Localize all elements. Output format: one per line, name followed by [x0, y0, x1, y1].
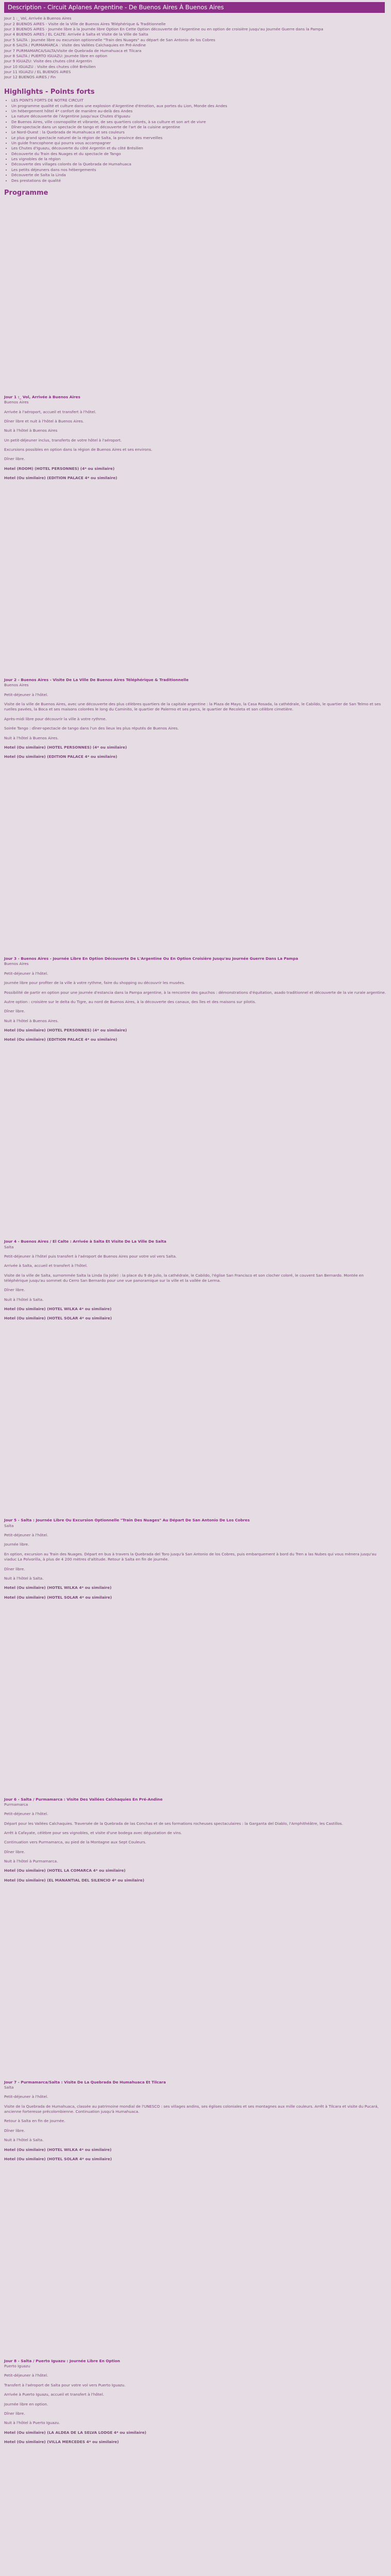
- day-paragraph: Dîner libre.: [4, 1849, 25, 1854]
- day-paragraph: Nuit à l'hôtel à Salta.: [4, 1575, 44, 1581]
- day-paragraph: Départ pour les Vallées Calchaquies. Traversée de la Quebrada de las Conchas et de ses formations rocheuses spectaculaires : la Garganta del Diablo, l'Amphithéâtre, les Castillos.: [4, 1821, 343, 1826]
- day-title: Jour 2 - Buenos Aires - Visite De La Ville De Buenos Aires Téléphérique & Traditionnelle: [4, 677, 189, 682]
- day-paragraph: Arrêt à Cafayate, célèbre pour ses vignobles, et visite d'une bodega avec dégustation de vins.: [4, 1830, 182, 1835]
- highlight-item: • Le plus grand spectacle naturel de la région de Salta, la province des merveilles: [11, 135, 387, 141]
- hotel-line: Hotel (Ou similaire) (HOTEL SOLAR 4* ou similaire): [4, 1595, 112, 1600]
- day-paragraph: Nuit à l'hôtel à Salta.: [4, 1297, 44, 1302]
- summary-line: Jour 7 PURMAMARCA/SALTA/Visite de Quebrada de Humahuaca et Tilcara: [4, 48, 142, 53]
- day-title: Jour 1 :_ Vol, Arrivée à Buenos Aires: [4, 394, 80, 399]
- hotel-line: Hotel (Ou similaire) (HOTEL SOLAR 4* ou similaire): [4, 2156, 112, 2161]
- highlight-item: • Les Chutes d'Iguazu, découverte du côté Argentin et du côté Brésilien: [11, 146, 387, 151]
- summary-line: Jour 5 SALTA : Journée libre ou excursion optionnelle "Train des Nuages" au départ de San Antonio de los Cobres: [4, 37, 216, 42]
- hotel-line: Hotel (Ou similaire) (VILLA MERCEDES 4* ou similaire): [4, 2439, 119, 2444]
- page: [4, 0, 387, 2576]
- day-paragraph: Retour à Salta en fin de journée.: [4, 2119, 66, 2124]
- hotel-line: Hotel (Ou similaire) (HOTEL WILKA 4* ou similaire): [4, 1585, 112, 1590]
- highlight-item: • LES POINTS FORTS DE NOTRE CIRCUIT: [11, 98, 387, 103]
- day-paragraph: Excursions possibles en option dans la région de Buenos Aires et ses environs.: [4, 447, 153, 452]
- highlight-item: • Découverte du Train des Nuages et du spectacle de Tango: [11, 151, 387, 157]
- day-paragraph: Dîner libre.: [4, 2128, 25, 2133]
- hotel-line: Hotel (Ou similaire) (HOTEL WILKA 4* ou similaire): [4, 1307, 112, 1312]
- day-paragraph: Arrivée à l'aéroport, accueil et transfert à l'hôtel.: [4, 409, 96, 414]
- hotel-line: Hotel (Ou similaire) (HOTEL WILKA 4* ou similaire): [4, 2147, 112, 2152]
- hotel-line: Hotel (Ou similaire) (EDITION PALACE 4* ou similaire): [4, 476, 118, 481]
- hotel-line: Hotel (Ou similaire) (HOTEL SOLAR 4* ou similaire): [4, 1316, 112, 1321]
- day-paragraph: Dîner libre.: [4, 1566, 25, 1571]
- day-title: Jour 5 - Salta : Journée Libre Ou Excursion Optionnelle "Train Des Nuages" Au Départ De San Antonio De Los Cobres: [4, 1518, 250, 1523]
- day-paragraph: Petit-déjeuner à l'hôtel.: [4, 1811, 48, 1817]
- summary-list: [4, 16, 387, 80]
- day-paragraph: Nuit à l'hôtel à Puerto Iguazu.: [4, 2420, 60, 2426]
- day-title: Jour 8 - Salta / Puerto Iguazu : Journée Libre En Option: [4, 2358, 120, 2363]
- day-paragraph: Nuit à l'hôtel à Buenos Aires.: [4, 1018, 59, 1023]
- highlight-item: • Dîner-spectacle dans un spectacle de tango et découverte de l'art de la cuisine argentine: [11, 125, 387, 130]
- summary-line: Jour 10 IGUAZU : Visite des chutes côté Brésilien: [4, 64, 96, 69]
- summary-line: Jour 8 SALTA / PUERTO IGUAZU: Journée libre en option: [4, 53, 107, 58]
- day-paragraph: Dîner libre et nuit à l'hôtel à Buenos Aires.: [4, 418, 84, 423]
- day-paragraph: Arrivée à Salta, accueil et transfert à l'hôtel.: [4, 1263, 88, 1268]
- day-paragraph: Journée libre en option.: [4, 2401, 48, 2406]
- day-paragraph: Continuation vers Purmamarca, au pied de la Montagne aux Sept Couleurs.: [4, 1840, 146, 1845]
- day-paragraph: Petit-déjeuner à l'hôtel.: [4, 2094, 48, 2099]
- highlight-item: • Un programme qualité et culture dans une explosion d'Argentine d'émotion, aux portes du Lion, Monde des Andes: [11, 104, 387, 109]
- day-paragraph: Purmamarca: [4, 1802, 28, 1807]
- day-paragraph: Petit-déjeuner à l'hôtel.: [4, 2373, 48, 2378]
- day-paragraph: Puerto Iguazu: [4, 2364, 30, 2369]
- highlight-item: • De Buenos Aires, ville cosmopolite et vibrante, de ses quartiers colorés, à sa culture et son art de vivre: [11, 120, 387, 125]
- hotel-line: Hotel (Ou similaire) (EL MANANTIAL DEL SILENCIO 4* ou similaire): [4, 1877, 144, 1883]
- highlight-item: • Un hébergement hôtel 4* confort de manière au-delà des Andes: [11, 109, 387, 114]
- hotel-line: Hotel (Ou similaire) (HOTEL LA COMARCA 4* ou similaire): [4, 1868, 126, 1873]
- day-block: [4, 1797, 387, 1884]
- day-paragraph: Nuit à l'hôtel à Salta.: [4, 2138, 44, 2143]
- day-paragraph: Buenos Aires: [4, 683, 29, 688]
- day-paragraph: Petit-déjeuner à l'hôtel.: [4, 1533, 48, 1538]
- day-paragraph: Visite de la Quebrada de Humahuaca, classée au patrimoine mondial de l'UNESCO : ses villages andins, ses églises coloniales et ses montagnes aux mille couleurs. Arrêt à Tilcara et visite du Pucará, ancienne forteresse précolombienne. Continuation jusqu'à Humahuaca.: [4, 2104, 379, 2114]
- day-block: [4, 1518, 387, 1600]
- day-paragraph: Buenos Aires: [4, 400, 29, 405]
- day-paragraph: Un petit-déjeuner inclus, transferts de votre hôtel à l'aéroport.: [4, 437, 122, 443]
- highlight-item: • Découverte des villages colorés de la Quebrada de Humahuaca: [11, 162, 387, 167]
- highlights-list: [4, 98, 387, 183]
- day-paragraph: Salta: [4, 2084, 14, 2090]
- day-paragraph: Arrivée à Puerto Iguazu, accueil et transfert à l'hôtel.: [4, 2392, 104, 2397]
- day-block: [4, 677, 387, 760]
- day-paragraph: Après-midi libre pour découvrir la ville à votre rythme.: [4, 716, 107, 721]
- day-title: Jour 6 - Salta / Purmamarca : Visite Des Vallées Calchaquies En Pré-Andine: [4, 1797, 163, 1802]
- highlight-item: • Des prestations de qualité: [11, 178, 387, 183]
- day-paragraph: Dîner libre.: [4, 1287, 25, 1293]
- hotel-line: Hotel (Ou similaire) (HOTEL PERSONNES) (4* ou similaire): [4, 744, 127, 750]
- day-paragraph: Salta: [4, 1244, 14, 1249]
- hotel-line: Hotel (Ou similaire) (LA ALDEA DE LA SELVA LODGE 4* ou similaire): [4, 2430, 146, 2435]
- day-paragraph: En option, excursion au Train des Nuages. Départ en bus à travers la Quebrada del Toro jusqu'à San Antonio de los Cobres, puis embarquement à bord du Tren a las Nubes qui vous mènera jusqu'au viaduc La Polvorilla, à plus de 4 200 mètres d'altitude. Retour à Salta en fin de journée.: [4, 1551, 377, 1562]
- day-paragraph: Petit-déjeuner à l'hôtel puis transfert à l'aéroport de Buenos Aires pour votre vol vers Salta.: [4, 1253, 177, 1259]
- day-title: Jour 7 - Purmamarca/Salta : Visite De La Quebrada De Humahuaca Et Tilcara: [4, 2079, 166, 2084]
- day-paragraph: Transfert à l'aéroport de Salta pour votre vol vers Puerto Iguazu.: [4, 2382, 126, 2387]
- summary-line: Jour 3 BUENOS AIRES - Journée libre à la Journée libre Option En Cette Option découverte de l'Argentine ou en option de croisière jusqu'au Journée Guerre dans la Pampa: [4, 27, 323, 32]
- day-paragraph: Autre option : croisière sur le delta du Tigre, au nord de Buenos Aires, à la découverte des canaux, des îles et des maisons sur pilotis.: [4, 999, 256, 1004]
- summary-line: Jour 9 IGUAZU: Visite des chutes côté Argentin: [4, 59, 92, 64]
- highlight-item: • Les vignobles de la région: [11, 157, 387, 162]
- day-paragraph: Petit-déjeuner à l'hôtel.: [4, 971, 48, 976]
- hotel-line: Hotel (ROOM) (HOTEL PERSONNES) (4* ou similaire): [4, 466, 115, 471]
- highlight-item: • La nature découverte de l'Argentine jusqu'aux Chutes d'Iguazu: [11, 114, 387, 119]
- day-paragraph: Nuit à l'hôtel à Buenos Aires: [4, 428, 58, 433]
- hotel-line: Hotel (Ou similaire) (EDITION PALACE 4* ou similaire): [4, 1037, 118, 1042]
- day-paragraph: Dîner libre.: [4, 1009, 25, 1014]
- hotel-line: Hotel (Ou similaire) (EDITION PALACE 4* ou similaire): [4, 754, 118, 759]
- day-block: [4, 2359, 387, 2445]
- highlight-item: • Un guide francophone qui pourra vous accompagner: [11, 141, 387, 146]
- day-block: [4, 1239, 387, 1321]
- summary-line: Jour 11 IGUAZU / EL BUENOS AIRES: [4, 69, 71, 74]
- day-paragraph: Petit-déjeuner à l'hôtel.: [4, 692, 48, 697]
- day-block: [4, 395, 387, 481]
- summary-line: Jour 1 :_ Vol, Arrivée à Buenos Aires: [4, 16, 72, 21]
- day-paragraph: Visite de la ville de Buenos Aires, avec une découverte des plus célèbres quartiers de la capitale argentine : la Plaza de Mayo, la Casa Rosada, la cathédrale, le Cabildo, le quartier de San Telmo et ses ruelles pavées, la Boca et ses maisons colorées le long du Caminito, le quartier de Palermo et ses parcs, le quartier de Recoleta et son célèbre cimetière.: [4, 702, 381, 712]
- programme-heading: Programme: [4, 189, 48, 197]
- day-paragraph: Visite de la ville de Salta, surnommée Salta la Linda (la Jolie) : la place du 9 de Julio, la cathédrale, le Cabildo, l'église San Francisco et son clocher coloré, le couvent San Bernardo. Montée en téléphérique jusqu'au sommet du Cerro San Bernardo pour une vue panoramique sur la ville et la vallée de Lerma.: [4, 1273, 364, 1283]
- day-paragraph: Nuit à l'hôtel à Purmamarca.: [4, 1859, 58, 1864]
- hotel-line: Hotel (Ou similaire) (HOTEL PERSONNES) (4* ou similaire): [4, 1028, 127, 1032]
- day-block: [4, 956, 387, 1043]
- page-title: Description - Circuit Aplanes Argentine - De Buenos Aires À Buenos Aires: [4, 2, 385, 13]
- day-title: Jour 3 - Buenos Aires - Journée Libre En Option Découverte De L'Argentine Ou En Option Croisière Jusqu'au Journée Guerre Dans La Pampa: [4, 956, 298, 961]
- summary-line: Jour 4 BUENOS AIRES / EL CALTE: Arrivée à Salta et Visite de la Ville de Salta: [4, 32, 149, 37]
- day-paragraph: Nuit à l'hôtel à Buenos Aires.: [4, 735, 59, 740]
- programme-days: [4, 395, 387, 2576]
- summary-line: Jour 2 BUENOS AIRES - Visite de la Ville de Buenos Aires Téléphérique & Traditionnelle: [4, 21, 166, 26]
- highlight-item: • Découverte de Salta la Linda: [11, 173, 387, 178]
- highlight-item: • Le Nord-Ouest : la Quebrada de Humahuaca et ses couleurs: [11, 130, 387, 135]
- day-paragraph: Possibilité de partir en option pour une journée d'estancia dans la Pampa argentine, à la rencontre des gauchos : démonstrations d'équitation, asado traditionnel et découverte de la vie rurale argentine.: [4, 990, 386, 995]
- day-title: Jour 4 - Buenos Aires / El Calte : Arrivée à Salta Et Visite De La Ville De Salta: [4, 1239, 167, 1244]
- highlight-item: • Les petits déjeuners dans nos hébergements: [11, 167, 387, 173]
- day-paragraph: Buenos Aires: [4, 961, 29, 967]
- day-paragraph: Journée libre pour profiter de la ville à votre rythme, faire du shopping ou découvrir les musées.: [4, 980, 185, 986]
- day-paragraph: Dîner libre.: [4, 456, 25, 462]
- summary-line: Jour 12 BUENOS AIRES / Fin: [4, 75, 56, 80]
- day-block: [4, 2080, 387, 2162]
- day-paragraph: Salta: [4, 1523, 14, 1528]
- highlights-heading: Highlights - Points forts: [4, 88, 95, 96]
- day-paragraph: Dîner libre.: [4, 2411, 25, 2416]
- summary-line: Jour 6 SALTA / PURMAMARCA : Visite des Vallées Calchaquies en Pré-Andine: [4, 43, 146, 48]
- day-paragraph: Soirée Tango : dîner-spectacle de tango dans l'un des lieux les plus réputés de Buenos Aires.: [4, 726, 179, 731]
- day-paragraph: Journée libre.: [4, 1542, 29, 1547]
